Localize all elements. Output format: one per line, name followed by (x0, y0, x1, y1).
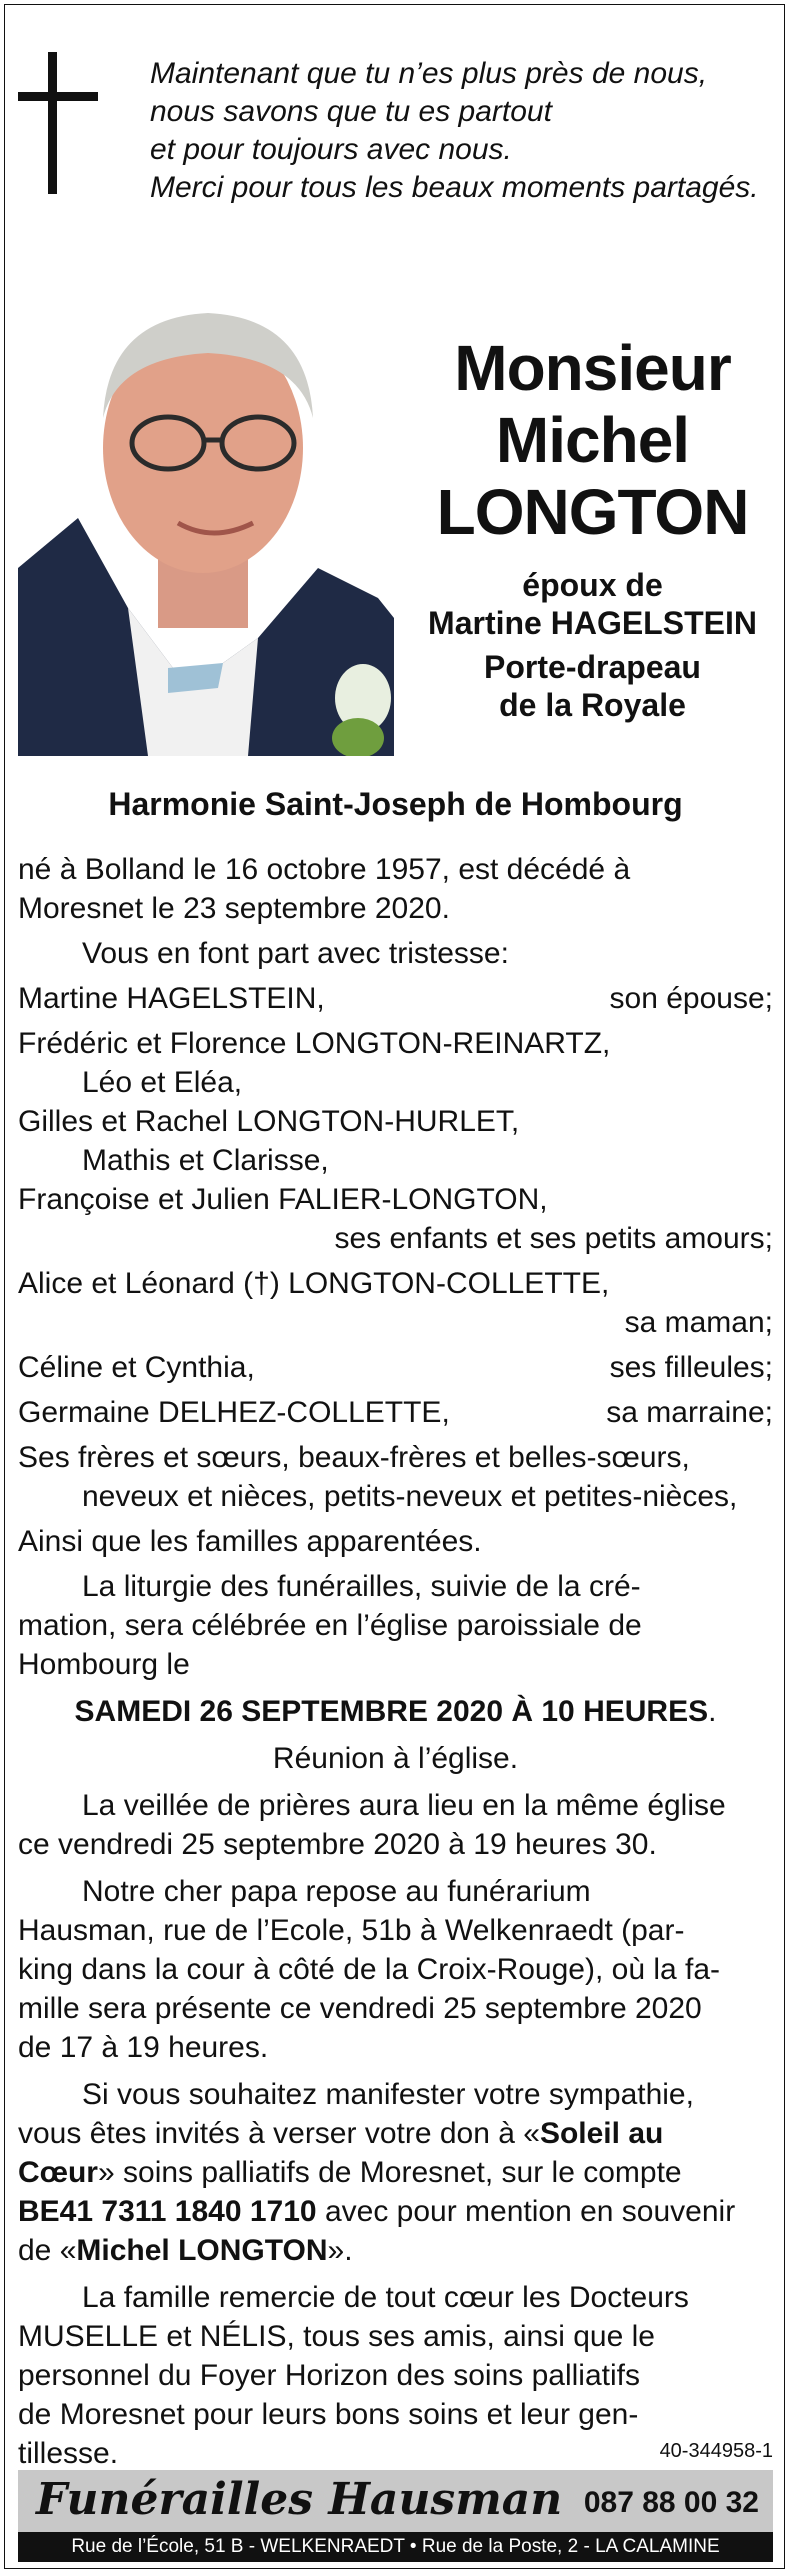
poem-line: Merci pour tous les beaux moments partagés. (150, 171, 759, 204)
announce-line: Vous en font part avec tristesse: (82, 937, 509, 970)
thanks-line: MUSELLE et NÉLIS, tous ses amis, ainsi que le (18, 2320, 655, 2353)
family-row: Alice et Léonard (†) LONGTON-COLLETTE, (18, 1267, 610, 1300)
donation-text: vous êtes invités à verser votre don à « (18, 2117, 540, 2150)
donation-mention: Michel LONGTON (76, 2234, 328, 2267)
funeral-line: Hombourg le (18, 1648, 190, 1681)
funeral-home-address: Rue de l’École, 51 B - WELKENRAEDT • Rue de la Poste, 2 - LA CALAMINE (18, 2532, 773, 2562)
family-row (18, 1348, 773, 1387)
family-row: neveux et nièces, petits-neveux et petites-nièces, (82, 1480, 738, 1513)
funeral-date-text: SAMEDI 26 SEPTEMBRE 2020 À 10 HEURES (74, 1695, 709, 1728)
poem-line: et pour toujours avec nous. (150, 133, 512, 166)
spouse-name: Martine HAGELSTEIN (428, 605, 757, 641)
donation-text: » soins palliatifs de Moresnet, sur le compte (97, 2156, 682, 2189)
intro-line: Moresnet le 23 septembre 2020. (18, 892, 450, 925)
thanks-line: de Moresnet pour leurs bons soins et leur gen- (18, 2398, 639, 2431)
rest-line: king dans la cour à côté de la Croix-Rouge), où la fa- (18, 1953, 721, 1986)
donation-line (18, 2231, 773, 2270)
funeral-home-phone: 087 88 00 32 (583, 2486, 759, 2519)
family-row (18, 1393, 773, 1432)
vigil-line: La veillée de prières aura lieu en la même église (82, 1789, 726, 1822)
intro-line (18, 850, 773, 889)
family-name: Germaine DELHEZ-COLLETTE, (18, 1396, 450, 1429)
family-name: Martine HAGELSTEIN, (18, 982, 325, 1015)
donation-text: ». (327, 2234, 353, 2267)
family-role: son épouse; (609, 982, 773, 1015)
funeral-home-banner (18, 2470, 773, 2562)
role-line-harmonie: Harmonie Saint-Joseph de Hombourg (108, 786, 683, 822)
family-row: Frédéric et Florence LONGTON-REINARTZ, (18, 1027, 611, 1060)
donation-line: Si vous souhaitez manifester votre sympathie, (82, 2078, 694, 2111)
family-role: ses filleules; (609, 1351, 773, 1384)
donation-org: Cœur (18, 2156, 98, 2189)
donation-line (18, 2114, 773, 2153)
meeting-line: Réunion à l’église. (272, 1742, 519, 1775)
thanks-line: tillesse. (18, 2437, 119, 2470)
reference-number: 40-344958-1 (659, 2440, 773, 2462)
donation-line (18, 2153, 773, 2192)
funeral-date-end: . (708, 1695, 717, 1728)
funeral-date (18, 1692, 773, 1731)
vigil-line: ce vendredi 25 septembre 2020 à 19 heures 30. (18, 1828, 657, 1861)
family-name: Céline et Cynthia, (18, 1351, 255, 1384)
family-row: sa maman; (624, 1306, 773, 1339)
thanks-line: personnel du Foyer Horizon des soins palliatifs (18, 2359, 640, 2392)
poem-line: Maintenant que tu n’es plus près de nous, (150, 57, 708, 90)
poem (150, 55, 775, 207)
deceased-first-name: Michel (495, 404, 690, 476)
portrait-photo (18, 268, 394, 756)
rest-line: mille sera présente ce vendredi 25 septembre 2020 (18, 1992, 702, 2025)
funeral-home-name: Funérailles Hausman (36, 2474, 563, 2525)
deceased-last-name: LONGTON (436, 476, 749, 548)
family-row: Ses frères et sœurs, beaux-frères et belles-sœurs, (18, 1441, 690, 1474)
family-row: Françoise et Julien FALIER-LONGTON, (18, 1183, 548, 1216)
donation-account: BE41 7311 1840 1710 (18, 2195, 317, 2228)
rest-line: de 17 à 19 heures. (18, 2031, 269, 2064)
family-row: Gilles et Rachel LONGTON-HURLET, (18, 1105, 520, 1138)
family-row (18, 979, 773, 1018)
funeral-line: mation, sera célébrée en l’église paroissiale de (18, 1609, 642, 1642)
rest-line: Notre cher papa repose au funérarium (82, 1875, 591, 1908)
family-role: sa marraine; (606, 1396, 773, 1429)
donation-line (18, 2192, 773, 2231)
family-row: ses enfants et ses petits amours; (334, 1222, 773, 1255)
funeral-line: La liturgie des funérailles, suivie de la cré- (82, 1570, 641, 1603)
role-line: Porte-drapeau (484, 649, 701, 685)
role-line: de la Royale (499, 687, 686, 723)
rest-line: Hausman, rue de l’Ecole, 51b à Welkenraedt (par- (18, 1914, 685, 1947)
family-row: Ainsi que les familles apparentées. (18, 1525, 482, 1558)
obituary-body (18, 850, 773, 2473)
donation-text: avec pour mention en souvenir (316, 2195, 736, 2228)
donation-text: de « (18, 2234, 77, 2267)
donation-org: Soleil au (539, 2117, 664, 2150)
family-row: Léo et Eléa, (82, 1066, 243, 1099)
deceased-name-block (400, 332, 785, 724)
deceased-title: Monsieur (454, 332, 731, 404)
spouse-label: époux de (522, 567, 663, 603)
intro-text: né à Bolland le 16 octobre 1957, est décédé à (18, 853, 631, 886)
poem-line: nous savons que tu es partout (150, 95, 552, 128)
family-row: Mathis et Clarisse, (82, 1144, 329, 1177)
thanks-line: La famille remercie de tout cœur les Docteurs (82, 2281, 689, 2314)
